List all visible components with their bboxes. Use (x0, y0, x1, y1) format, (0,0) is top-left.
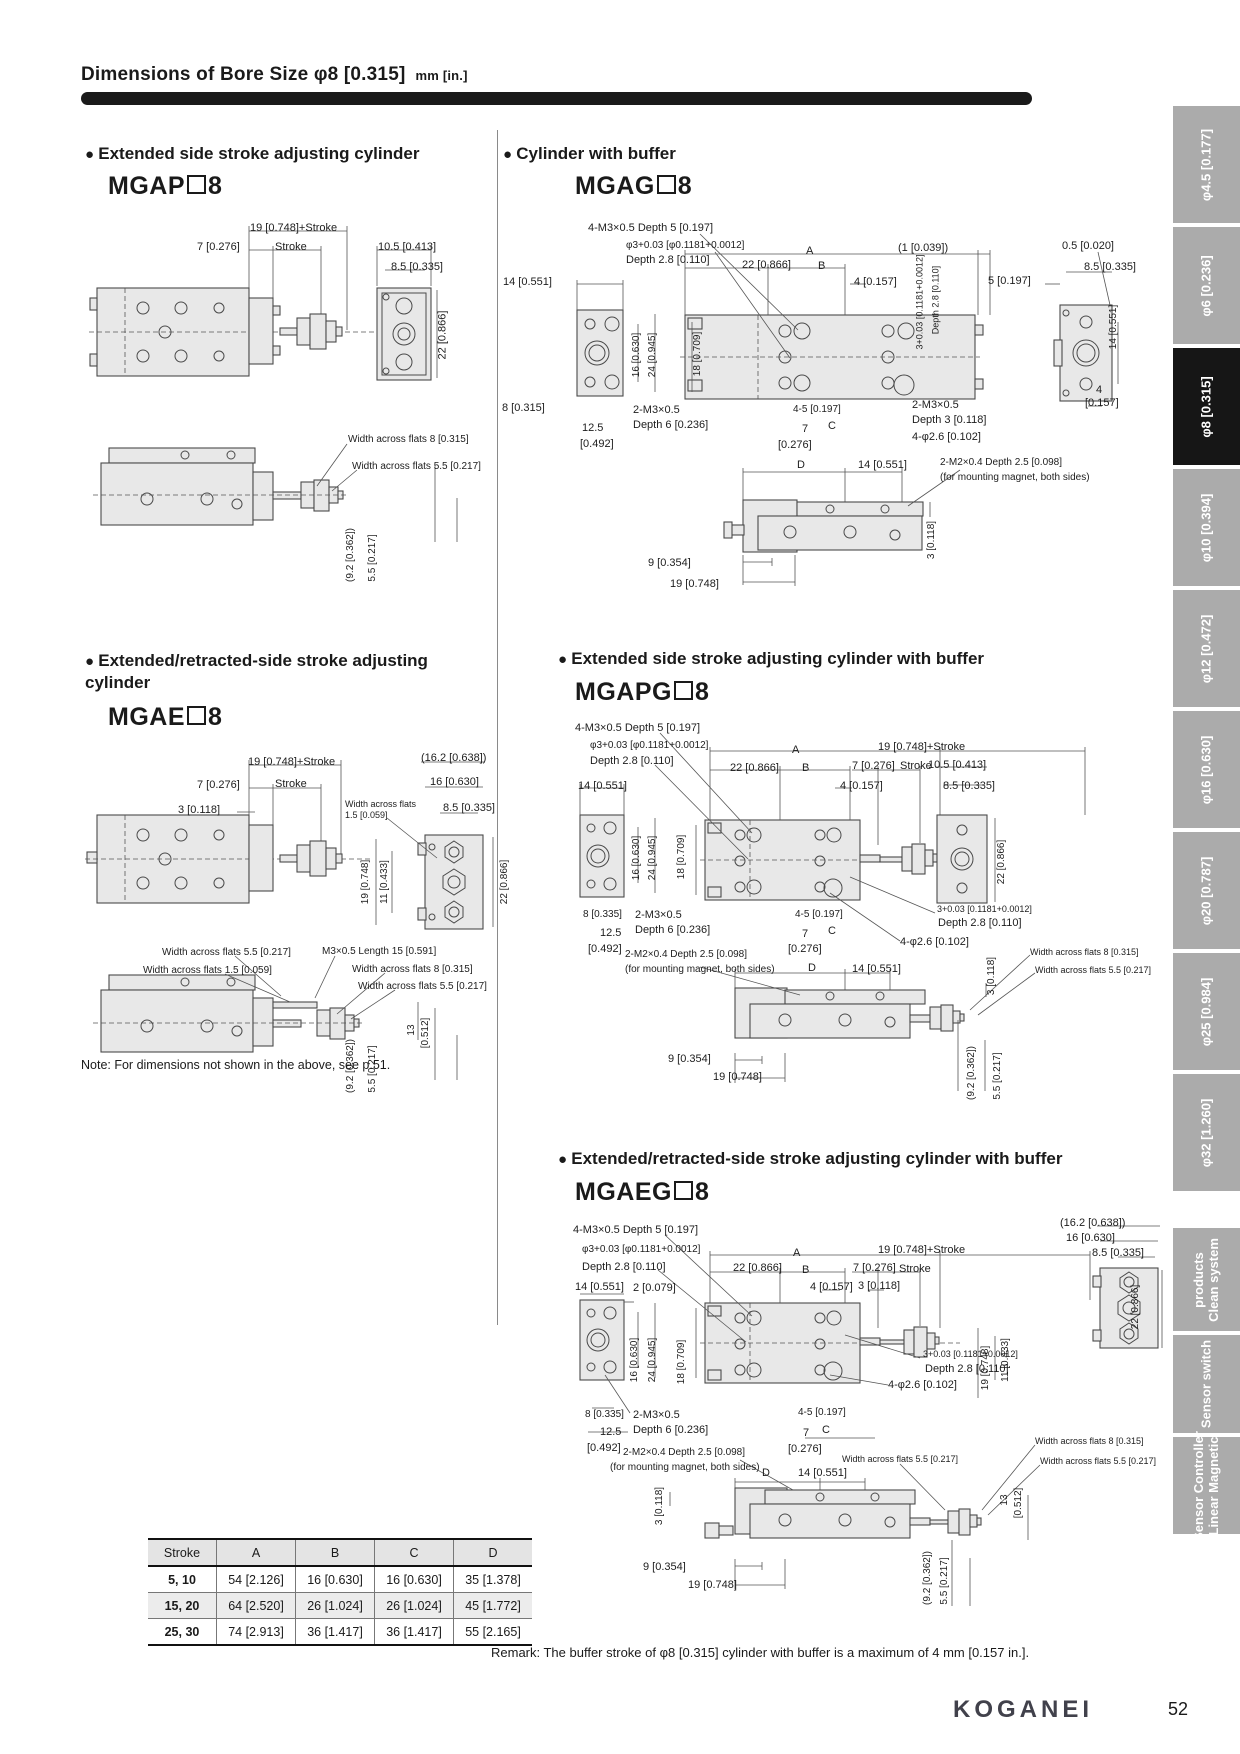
drawing-mgaeg (500, 1210, 1170, 1610)
dim-label: 22 [0.866] (996, 839, 1007, 885)
section-heading-mgap: ● Extended side stroke adjusting cylinder (85, 143, 485, 165)
dim-label: 19 [0.748] (713, 1071, 762, 1083)
dim-label: 5.5 [0.217] (367, 534, 378, 582)
dim-label: 10.5 [0.413] (378, 241, 437, 253)
dim-label: 4-φ2.6 [0.102] (912, 431, 981, 443)
sidebar-tab-label: φ10 [0.394] (1198, 493, 1214, 562)
dim-label: Width across flats (345, 799, 417, 809)
table-cell: 36 [1.417] (375, 1619, 454, 1646)
dim-label: 4-M3×0.5 Depth 5 [0.197] (573, 1224, 699, 1236)
table-column-header: C (375, 1539, 454, 1566)
dim-label: 4 (1096, 384, 1103, 396)
dim-label: 2 [0.079] (633, 1282, 676, 1294)
sidebar-tab--20-0.787- (1173, 832, 1240, 949)
dim-label: 13 (406, 1024, 417, 1036)
model-bore: 8 (677, 172, 693, 200)
dim-label: [0.492] (580, 438, 614, 450)
dim-label: 19 [0.748]+Stroke (878, 741, 966, 753)
dim-label: D (808, 962, 816, 974)
dim-label: 16 [0.630] (1066, 1232, 1115, 1244)
dim-label: 16 [0.630] (631, 332, 642, 378)
dim-label: 8 [0.315] (502, 402, 545, 414)
dim-label: (for mounting magnet, both sides) (610, 1462, 760, 1473)
dim-label: 8.5 [0.335] (1084, 261, 1136, 273)
dim-label: 16 [0.630] (629, 1337, 640, 1383)
dim-label: [0.276] (778, 439, 812, 451)
dim-label: 2-M2×0.4 Depth 2.5 [0.098] (623, 1447, 746, 1458)
dim-label: 19 [0.748] (360, 859, 371, 905)
section-heading-mgaeg: ● Extended/retracted-side stroke adjusting cylinder with buffer (558, 1148, 1178, 1170)
table-cell: 45 [1.772] (454, 1593, 533, 1619)
dim-label: (16.2 [0.638]) (421, 752, 487, 764)
dim-label: 22 [0.866] (733, 1262, 782, 1274)
model-prefix: MGAP (108, 172, 185, 200)
bore-size-tab-strip (1173, 106, 1240, 1541)
dim-label: [0.276] (788, 1443, 822, 1455)
section-heading-mgag: ● Cylinder with buffer (503, 143, 1003, 165)
dim-label: C (822, 1424, 830, 1436)
dim-label: 3 [0.118] (654, 1486, 665, 1526)
dim-label: 22 [0.866] (742, 259, 791, 271)
dim-label: Width across flats 5.5 [0.217] (352, 461, 481, 472)
table-cell: 74 [2.913] (217, 1619, 296, 1646)
dim-label: B (802, 1264, 810, 1276)
dim-label: 4 [0.157] (840, 780, 883, 792)
dim-label: 4-φ2.6 [0.102] (888, 1379, 957, 1391)
dim-label: 7 (803, 1427, 810, 1439)
dim-label: 5.5 [0.217] (367, 1045, 378, 1093)
dim-label: (1 [0.039]) (898, 242, 949, 254)
section-heading-mgapg: ● Extended side stroke adjusting cylinder with buffer (558, 648, 1168, 670)
table-cell: 64 [2.520] (217, 1593, 296, 1619)
dim-label: A (806, 245, 814, 257)
section-heading-mgae: ● Extended/retracted-side stroke adjusting cylinder (85, 650, 435, 693)
model-code-mgag (575, 172, 692, 201)
drawing-mgap (85, 210, 505, 580)
dim-label: 8.5 [0.335] (391, 261, 443, 273)
dim-label: Depth 2.8 [0.110] (590, 755, 674, 767)
dim-label: Depth 2.8 [0.110] (582, 1261, 666, 1273)
dim-label: 4-5 [0.197] (798, 1407, 846, 1418)
dim-label: Width across flats 1.5 [0.059] (143, 965, 272, 976)
dim-label: A (793, 1247, 801, 1259)
dim-label: 16 [0.630] (430, 776, 479, 788)
dim-label: B (818, 260, 826, 272)
dim-label: 19 [0.748] (670, 578, 719, 590)
dim-label: 14 [0.551] (858, 459, 907, 471)
model-prefix: MGAE (108, 703, 185, 731)
dim-label: 2-M3×0.5 (633, 1409, 680, 1421)
dim-label: (9.2 [0.362]) (922, 1551, 933, 1605)
page-number: 52 (1168, 1699, 1189, 1719)
model-code-mgaeg (575, 1178, 709, 1207)
dim-label: 24 [0.945] (647, 835, 658, 881)
dim-label: 18 [0.709] (692, 331, 703, 377)
dim-label: Width across flats 5.5 [0.217] (842, 1454, 959, 1464)
dim-label: Stroke (275, 778, 307, 790)
dim-label: 12.5 (582, 422, 604, 434)
sidebar-tab-sensor-switch (1173, 1335, 1240, 1433)
table-cell: 55 [2.165] (454, 1619, 533, 1646)
sidebar-tab-clean-system-products (1173, 1228, 1240, 1331)
dim-label: 2-M3×0.5 (635, 909, 682, 921)
model-code-mgapg (575, 678, 709, 707)
dim-label: B (802, 762, 810, 774)
dim-label: 14 [0.551] (503, 276, 552, 288)
dim-label: Width across flats 5.5 [0.217] (162, 947, 291, 958)
dim-label: 14 [0.551] (852, 963, 901, 975)
dim-label: C (828, 420, 836, 432)
dim-label: 2-M2×0.4 Depth 2.5 [0.098] (940, 457, 1063, 468)
dim-label: 12.5 (600, 927, 622, 939)
table-cell: 26 [1.024] (375, 1593, 454, 1619)
model-prefix: MGAPG (575, 678, 672, 706)
sidebar-tab-linear-magnetic-sensor-controller (1173, 1430, 1240, 1541)
dim-label: 9 [0.354] (648, 557, 691, 569)
model-size-box (657, 175, 676, 194)
sidebar-tab-label: Sensor switch (1198, 1339, 1214, 1429)
dim-label: 18 [0.709] (676, 1339, 687, 1385)
table-row (148, 1593, 532, 1619)
sidebar-tab-label: Sensor Controller Linear Magnetic (1190, 1430, 1221, 1541)
dim-label: (9.2 [0.362]) (966, 1046, 977, 1100)
model-size-box (187, 706, 206, 725)
dim-label: 11 [0.433] (1000, 1338, 1011, 1382)
dim-label: 7 [0.276] (852, 760, 895, 772)
model-code-mgae (108, 703, 222, 732)
dim-label: 14 [0.551] (1108, 304, 1119, 350)
dim-label: 3 [0.118] (858, 1280, 900, 1292)
dim-label: 16 [0.630] (631, 835, 642, 881)
table-cell: 15, 20 (148, 1593, 217, 1619)
dim-label: 3+0.03 [0.1181+0.0012] (923, 1349, 1018, 1359)
table-cell: 16 [0.630] (375, 1566, 454, 1593)
sidebar-tab-label: φ16 [0.630] (1198, 735, 1214, 804)
table-column-header: Stroke (148, 1539, 217, 1566)
dim-label: (9.2 [0.362]) (345, 1039, 356, 1093)
model-size-box (187, 175, 206, 194)
stroke-dimension-table (148, 1538, 532, 1646)
dim-label: M3×0.5 Length 15 [0.591] (322, 946, 437, 957)
dim-label: Width across flats 5.5 [0.217] (1040, 1456, 1157, 1466)
drawing-mgae (85, 740, 515, 1100)
sidebar-tab--32-1.260- (1173, 1074, 1240, 1191)
dim-label: Depth 2.8 [0.110] (626, 254, 710, 266)
model-bore: 8 (694, 1178, 710, 1206)
dim-label: 4 [0.157] (810, 1281, 853, 1293)
table-cell: 26 [1.024] (296, 1593, 375, 1619)
dim-label: 4-M3×0.5 Depth 5 [0.197] (575, 722, 701, 734)
sidebar-tab-label: φ32 [1.260] (1198, 1098, 1214, 1167)
dim-label: Width across flats 8 [0.315] (352, 964, 473, 975)
dim-label: 7 (802, 423, 809, 435)
drawing-mgapg (500, 715, 1165, 1100)
sidebar-tab--12-0.472- (1173, 590, 1240, 707)
dim-label: 9 [0.354] (668, 1053, 711, 1065)
dim-label: 2-M2×0.4 Depth 2.5 [0.098] (625, 949, 748, 960)
sidebar-tab-label: φ8 [0.315] (1198, 375, 1214, 438)
drawing-mgag (500, 210, 1165, 600)
dim-label: 3 [0.118] (926, 520, 937, 560)
model-bore: 8 (208, 703, 223, 731)
sidebar-tab--25-0.984- (1173, 953, 1240, 1070)
table-cell: 5, 10 (148, 1566, 217, 1593)
sidebar-tab--4.5-0.177- (1173, 106, 1240, 223)
sidebar-tab--10-0.394- (1173, 469, 1240, 586)
sidebar-tab-label: products Clean system (1190, 1237, 1221, 1322)
dim-label: 19 [0.748]+Stroke (248, 756, 336, 768)
dim-label: 0.5 [0.020] (1062, 240, 1114, 252)
dim-label: φ3+0.03 [φ0.1181+0.0012] (582, 1244, 701, 1255)
table-header-row (148, 1539, 532, 1566)
dim-label: D (762, 1467, 770, 1479)
table-column-header: B (296, 1539, 375, 1566)
dim-label: [0.276] (788, 943, 822, 955)
dim-label: 4-5 [0.197] (793, 404, 841, 415)
table-cell: 25, 30 (148, 1619, 217, 1646)
dim-label: (16.2 [0.638]) (1060, 1217, 1126, 1229)
dim-label: 3+0.03 [0.1181+0.0012] (914, 254, 925, 350)
table-row (148, 1619, 532, 1646)
dim-label: 7 [0.276] (853, 1262, 896, 1274)
dim-label: 7 [0.276] (197, 779, 240, 791)
dim-label: Width across flats 5.5 [0.217] (358, 981, 487, 992)
dim-label: 19 [0.748] (688, 1579, 737, 1591)
dim-label: 18 [0.709] (676, 834, 687, 880)
dim-label: 2-M3×0.5 (633, 404, 680, 416)
dim-label: Depth 6 [0.236] (635, 924, 711, 936)
sidebar-tab--16-0.630- (1173, 711, 1240, 828)
dim-label: 9 [0.354] (643, 1561, 686, 1573)
dim-label: 3+0.03 [0.1181+0.0012] (937, 904, 1032, 914)
dim-label: Depth 2.8 [0.110] (930, 265, 941, 335)
table-cell: 35 [1.378] (454, 1566, 533, 1593)
dim-label: [0.492] (587, 1442, 621, 1454)
dim-label: 19 [0.748]+Stroke (250, 222, 338, 234)
dim-label: 22 [0.866] (436, 310, 449, 360)
sidebar-tab--8-0.315- (1173, 348, 1240, 465)
dim-label: 14 [0.551] (798, 1467, 847, 1479)
dim-label: 24 [0.945] (647, 332, 658, 378)
dim-label: 8 [0.335] (585, 1409, 624, 1420)
remark-text: Remark: The buffer stroke of φ8 [0.315] cylinder with buffer is a maximum of 4 mm [0.157 in.]. (491, 1645, 1030, 1660)
note-text: Note: For dimensions not shown in the above, see p.51. (81, 1058, 391, 1072)
model-prefix: MGAG (575, 172, 655, 200)
dim-label: 13 (999, 1494, 1010, 1506)
title-text: Dimensions of Bore Size φ8 [0.315] (81, 64, 406, 85)
model-size-box (674, 1181, 693, 1200)
dim-label: [0.157] (1085, 397, 1119, 409)
dim-label: 3 [0.118] (986, 956, 997, 996)
dim-label: 12.5 (600, 1426, 622, 1438)
dim-label: 5.5 [0.217] (992, 1052, 1003, 1100)
dim-label: D (797, 459, 805, 471)
sidebar-tab--6-0.236- (1173, 227, 1240, 344)
dim-label: Depth 3 [0.118] (912, 414, 987, 426)
dim-label: φ3+0.03 [φ0.1181+0.0012] (626, 240, 745, 251)
dim-label: Stroke (900, 760, 932, 772)
dim-label: 24 [0.945] (647, 1337, 658, 1383)
dim-label: Width across flats 8 [0.315] (1030, 947, 1139, 957)
dim-label: 5.5 [0.217] (939, 1557, 950, 1605)
dim-label: 8.5 [0.335] (943, 780, 995, 792)
dim-label: 22 [0.866] (499, 859, 510, 905)
table-cell: 54 [2.126] (217, 1566, 296, 1593)
dim-label: Width across flats 8 [0.315] (1035, 1436, 1144, 1446)
dim-label: 22 [0.866] (730, 762, 779, 774)
dim-label: (for mounting magnet, both sides) (625, 964, 775, 975)
title-underline-bar (81, 92, 1032, 105)
dim-label: Depth 6 [0.236] (633, 419, 709, 431)
dim-label: 7 (802, 928, 809, 940)
koganei-logo: KOGANEI (953, 1696, 1094, 1723)
dim-label: 14 [0.551] (575, 1281, 624, 1293)
dim-label: 3 [0.118] (178, 804, 220, 816)
dim-label: (9.2 [0.362]) (345, 528, 356, 582)
dim-label: 4-φ2.6 [0.102] (900, 936, 969, 948)
dim-label: Stroke (275, 241, 307, 253)
dim-label: 14 [0.551] (578, 780, 627, 792)
title-unit: mm [in.] (415, 68, 468, 83)
sidebar-tab-label: φ12 [0.472] (1198, 614, 1214, 683)
dim-label: (for mounting magnet, both sides) (940, 472, 1090, 483)
model-size-box (674, 681, 693, 700)
sidebar-tab-label: φ20 [0.787] (1198, 856, 1214, 925)
dim-label: Width across flats 8 [0.315] (348, 434, 469, 445)
dim-label: 4-M3×0.5 Depth 5 [0.197] (588, 222, 714, 234)
table-row (148, 1566, 532, 1593)
table-cell: 36 [1.417] (296, 1619, 375, 1646)
dim-label: 1.5 [0.059] (345, 810, 388, 820)
model-prefix: MGAEG (575, 1178, 672, 1206)
dim-label: 11 [0.433] (379, 860, 390, 904)
dim-label: [0.512] (1013, 1487, 1024, 1519)
dim-label: Depth 2.8 [0.110] (925, 1363, 1009, 1375)
dim-label: Stroke (899, 1263, 931, 1275)
line-art-mgapg (500, 715, 1165, 1095)
dim-label: 5 [0.197] (988, 275, 1031, 287)
dim-label: C (828, 925, 836, 937)
sidebar-tab-label: φ4.5 [0.177] (1198, 128, 1214, 201)
dim-label: 8.5 [0.335] (1092, 1247, 1144, 1259)
dim-label: Depth 6 [0.236] (633, 1424, 709, 1436)
line-art-mgae (85, 740, 515, 1100)
dim-label: [0.492] (588, 943, 622, 955)
table-column-header: D (454, 1539, 533, 1566)
dim-label: 19 [0.748] (980, 1345, 991, 1391)
dim-label: A (792, 744, 800, 756)
dim-label: 19 [0.748]+Stroke (878, 1244, 966, 1256)
dim-label: [0.512] (420, 1017, 431, 1049)
dim-label: 10.5 [0.413] (928, 759, 987, 771)
dim-label: 4 [0.157] (854, 276, 897, 288)
dim-label: 7 [0.276] (197, 241, 240, 253)
model-bore: 8 (208, 172, 223, 200)
dim-label: 22 [0.866] (1130, 1284, 1141, 1330)
model-code-mgap (108, 172, 222, 201)
page-title (81, 64, 468, 86)
table-column-header: A (217, 1539, 296, 1566)
table-cell: 16 [0.630] (296, 1566, 375, 1593)
dim-label: Depth 2.8 [0.110] (938, 917, 1022, 929)
dim-label: 4-5 [0.197] (795, 909, 843, 920)
dim-label: Width across flats 5.5 [0.217] (1035, 965, 1152, 975)
dim-label: 2-M3×0.5 (912, 399, 959, 411)
sidebar-tab-label: φ25 [0.984] (1198, 977, 1214, 1046)
dim-label: 8 [0.335] (583, 909, 622, 920)
model-bore: 8 (694, 678, 710, 706)
dim-label: φ3+0.03 [φ0.1181+0.0012] (590, 740, 709, 751)
dim-label: 8.5 [0.335] (443, 802, 495, 814)
sidebar-tab-label: φ6 [0.236] (1198, 254, 1214, 317)
